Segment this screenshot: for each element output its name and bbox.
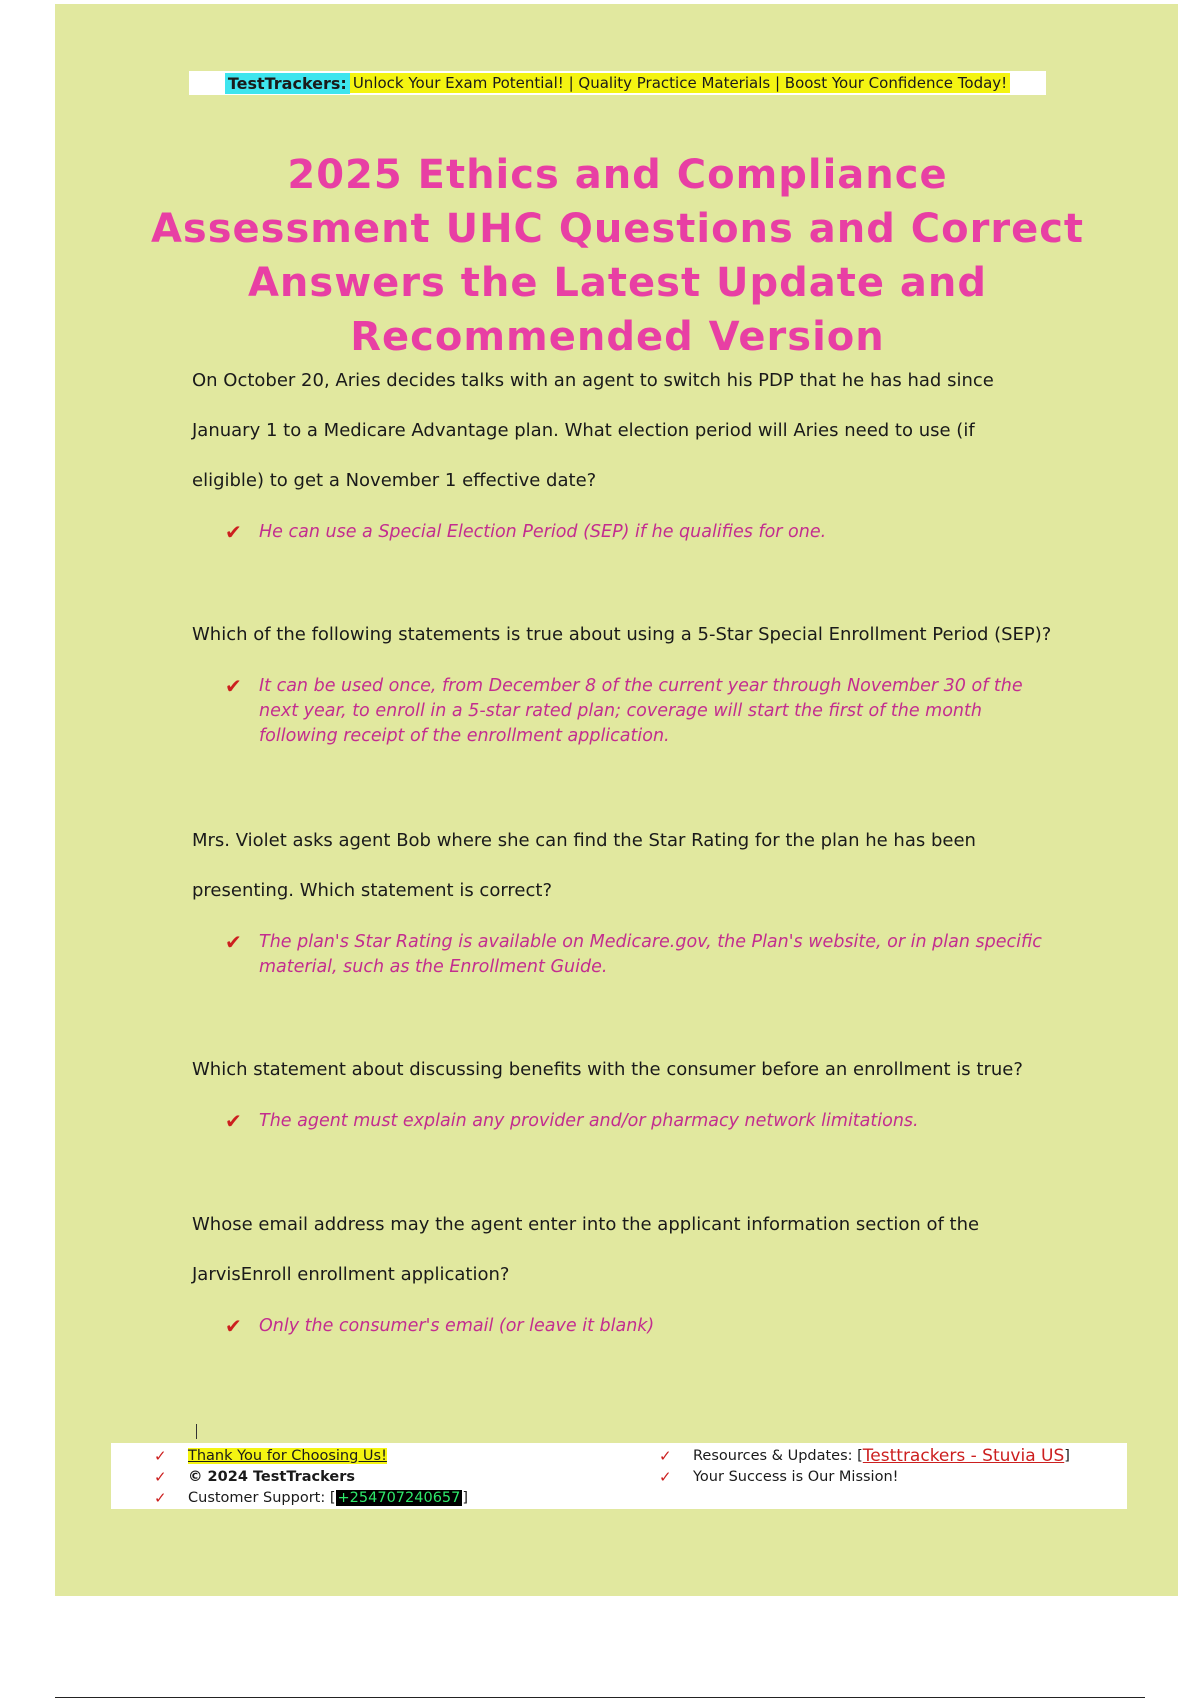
checkmark-icon: ✔ [225, 520, 242, 544]
answer [225, 1314, 1052, 1339]
checkmark-icon: ✔ [225, 1109, 242, 1133]
checkmark-icon: ✔ [225, 1314, 242, 1338]
footer-row [659, 1445, 1070, 1466]
answer-text: Only the consumer's email (or leave it blank) [259, 1316, 655, 1336]
document-title [150, 148, 1085, 364]
answer-text: The plan's Star Rating is available on Medicare.gov, the Plan's website, or in plan specific material, such as the Enrollment Guide. [259, 932, 1042, 977]
answer [225, 1109, 1052, 1134]
title-line: Answers the Latest Update and [247, 260, 988, 306]
promo-banner [189, 71, 1046, 95]
title-line: Assessment UHC Questions and Correct [150, 206, 1085, 252]
answer-text: It can be used once, from December 8 of the current year through November 30 of the next year, to enroll in a 5-star rated plan; coverage will start the first of the month following receipt of the enrollment application. [259, 676, 1023, 746]
title-line: 2025 Ethics and Compliance [287, 152, 948, 198]
checkmark-icon: ✔ [225, 674, 242, 698]
resources-link[interactable]: Testtrackers - Stuvia US [862, 1445, 1065, 1466]
footer-row [154, 1466, 468, 1487]
text-cursor [196, 1424, 197, 1439]
answer [225, 674, 1052, 749]
support-phone[interactable]: +254707240657 [337, 1489, 461, 1506]
qa-item [192, 1045, 1052, 1134]
resources-label: Resources & Updates: [ [693, 1447, 863, 1464]
qa-item [192, 1200, 1052, 1339]
footer-box [111, 1443, 1127, 1509]
checkmark-icon: ✓ [659, 1467, 672, 1486]
checkmark-icon: ✓ [659, 1446, 672, 1465]
question-text: Which statement about discussing benefits with the consumer before an enrollment is true? [192, 1059, 1023, 1080]
page-divider [55, 1697, 1145, 1698]
checkmark-icon: ✓ [154, 1488, 167, 1507]
footer-right-column [659, 1445, 1070, 1487]
question-text: Which of the following statements is true about using a 5-Star Special Enrollment Period (SEP)? [192, 624, 1052, 645]
question-text: Whose email address may the agent enter into the applicant information section of the JarvisEnroll enrollment application? [192, 1214, 980, 1285]
checkmark-icon: ✔ [225, 930, 242, 954]
support-bracket: ] [462, 1489, 469, 1506]
qa-item [192, 610, 1052, 749]
checkmark-icon: ✓ [154, 1446, 167, 1465]
support-label: Customer Support: [ [188, 1489, 336, 1506]
footer-left-column [154, 1445, 468, 1508]
answer-text: The agent must explain any provider and/or pharmacy network limitations. [259, 1111, 919, 1131]
answer [225, 930, 1052, 980]
footer-row [659, 1466, 1070, 1487]
title-line: Recommended Version [350, 314, 885, 360]
answer-text: He can use a Special Election Period (SEP) if he qualifies for one. [259, 522, 827, 542]
copyright-text: © 2024 TestTrackers [188, 1468, 356, 1485]
qa-item [192, 816, 1052, 980]
thank-you-text: Thank You for Choosing Us! [188, 1447, 387, 1464]
mission-text: Your Success is Our Mission! [693, 1468, 899, 1485]
footer-row [154, 1445, 468, 1466]
resources-bracket: ] [1064, 1447, 1070, 1464]
qa-item [192, 356, 1052, 545]
brand-name: TestTrackers: [225, 73, 350, 94]
answer [225, 520, 1052, 545]
question-text: Mrs. Violet asks agent Bob where she can find the Star Rating for the plan he has been presenting. Which statement is correct? [192, 830, 976, 901]
footer-row [154, 1487, 468, 1508]
banner-tagline: Unlock Your Exam Potential! | Quality Practice Materials | Boost Your Confidence Today! [350, 73, 1010, 93]
checkmark-icon: ✓ [154, 1467, 167, 1486]
question-text: On October 20, Aries decides talks with an agent to switch his PDP that he has had since January 1 to a Medicare Advantage plan. What election period will Aries need to use (if eligible) to get a November 1 effective date? [192, 370, 994, 491]
